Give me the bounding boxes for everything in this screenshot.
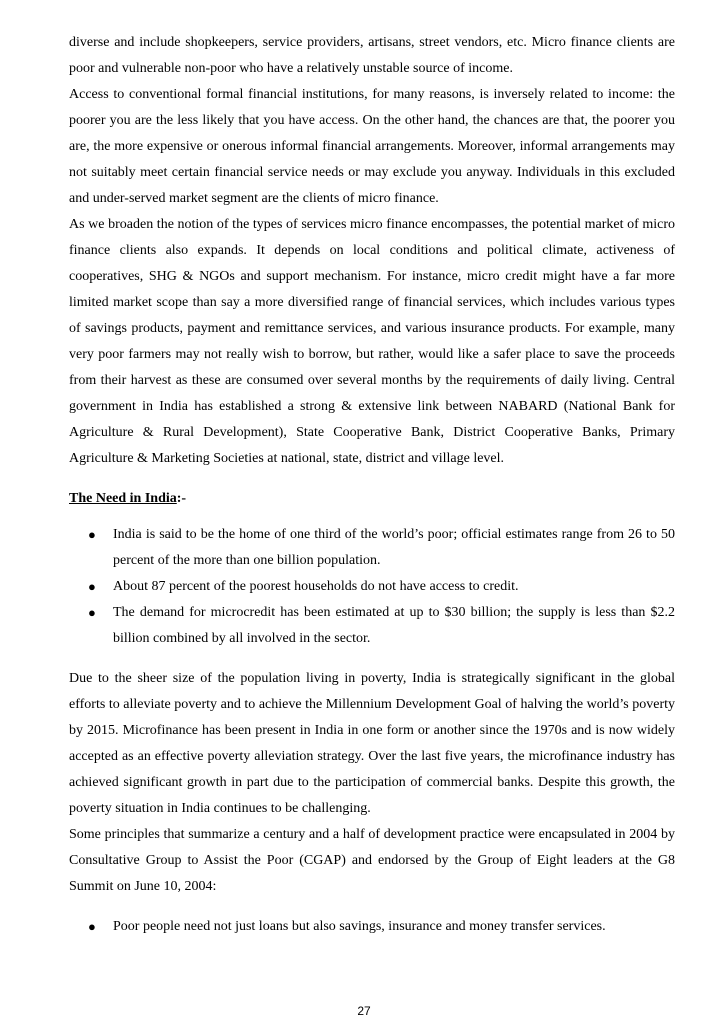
list-item-text: About 87 percent of the poorest households do not have access to credit. <box>113 579 519 594</box>
bullet-icon: ● <box>88 579 96 594</box>
section-heading-text: The Need in India <box>69 491 177 506</box>
section-heading-suffix: :- <box>176 491 187 506</box>
page-content <box>69 30 675 940</box>
list-item <box>69 574 675 600</box>
paragraph-principles: Some principles that summarize a century and a half of development practice were encapsulated in 2004 by Consultative Group to Assist the Poor (CGAP) and endorsed by the Group of Eight leaders at the G8 Summit on June 10, 2004: <box>69 827 675 894</box>
principles-bullet-list <box>69 914 675 940</box>
paragraph-clients: diverse and include shopkeepers, service providers, artisans, street vendors, etc. Micro finance clients are poor and vulnerable non-poor who have a relatively unstable source of income. <box>69 35 675 76</box>
list-item <box>69 914 675 940</box>
list-item <box>69 600 675 652</box>
paragraph-poverty: Due to the sheer size of the population living in poverty, India is strategically significant in the global efforts to alleviate poverty and to achieve the Millennium Development Goal of halving the world’s poverty by 2015. Microfinance has been present in India in one form or another since the 1970s and is now widely accepted as an effective poverty alleviation strategy. Over the last five years, the microfinance industry has achieved significant growth in part due to the participation of commercial banks. Despite this growth, the poverty situation in India continues to be challenging. <box>69 671 675 816</box>
list-item-text: The demand for microcredit has been estimated at up to $30 billion; the supply is less than $2.2 billion combined by all involved in the sector. <box>113 605 675 646</box>
bullet-icon: ● <box>88 605 96 620</box>
list-item-text: Poor people need not just loans but also savings, insurance and money transfer services. <box>113 919 606 934</box>
bullet-icon: ● <box>88 527 96 542</box>
list-item-text: India is said to be the home of one third of the world’s poor; official estimates range from 26 to 50 percent of the more than one billion population. <box>113 527 675 568</box>
page-number: 27 <box>357 1004 371 1018</box>
need-bullet-list <box>69 522 675 652</box>
section-heading <box>69 486 675 512</box>
bullet-icon: ● <box>88 919 96 934</box>
paragraph-access: Access to conventional formal financial institutions, for many reasons, is inversely related to income: the poorer you are the less likely that you have access. On the other hand, the chances are that, the poorer you are, the more expensive or onerous informal financial arrangements. Moreover, informal arrangements may not suitably meet certain financial service needs or may exclude you anyway. Individuals in this excluded and under-served market segment are the clients of micro finance. <box>69 87 675 206</box>
list-item <box>69 522 675 574</box>
paragraph-services: As we broaden the notion of the types of services micro finance encompasses, the potential market of micro finance clients also expands. It depends on local conditions and political climate, activeness of cooperatives, SHG & NGOs and support mechanism. For instance, micro credit might have a far more limited market scope than say a more diversified range of financial services, which includes various types of savings products, payment and remittance services, and various insurance products. For example, many very poor farmers may not really wish to borrow, but rather, would like a safer place to save the proceeds from their harvest as these are consumed over several months by the requirements of daily living. Central government in India has established a strong & extensive link between NABARD (National Bank for Agriculture & Rural Development), State Cooperative Bank, District Cooperative Banks, Primary Agriculture & Marketing Societies at national, state, district and village level. <box>69 217 675 466</box>
